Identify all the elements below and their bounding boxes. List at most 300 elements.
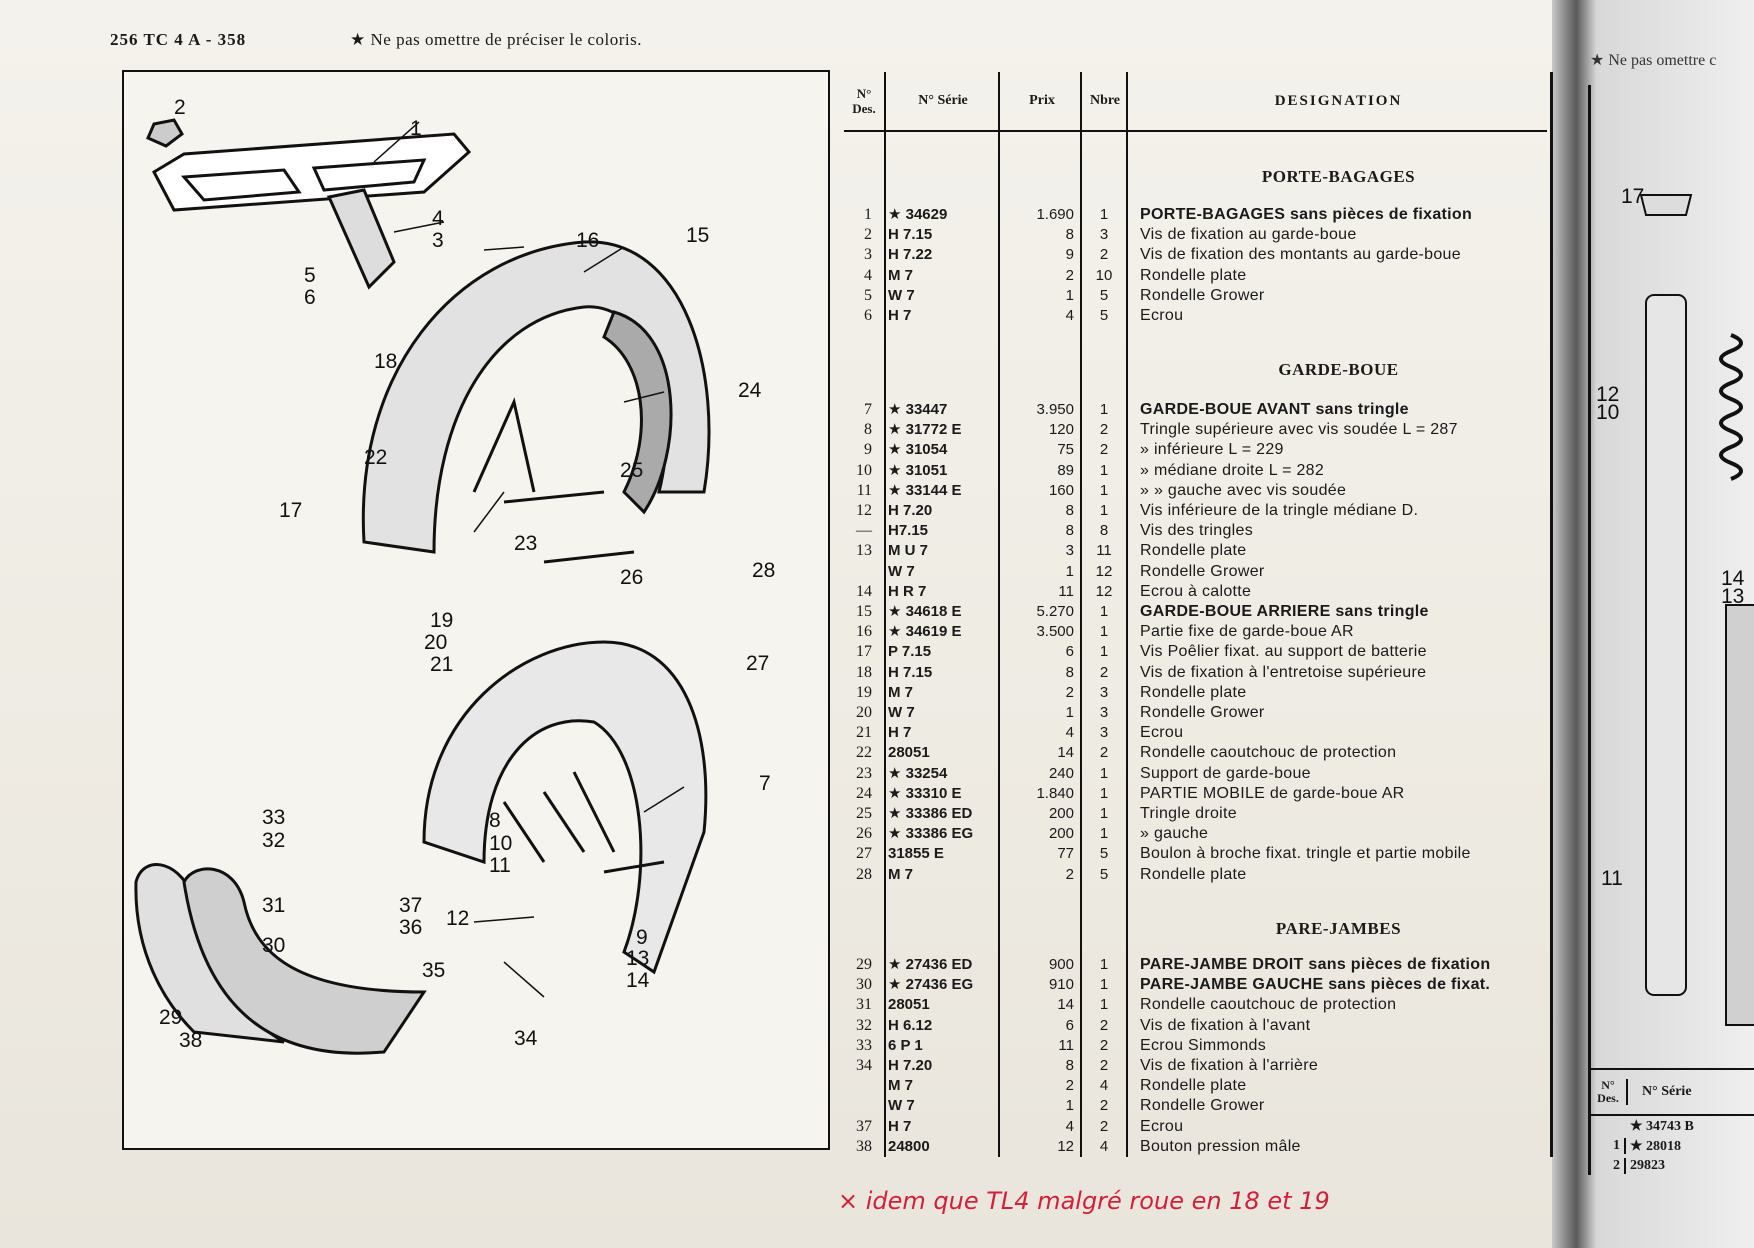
cell-nbre: 1 [1099, 481, 1109, 499]
table-row [844, 824, 1547, 844]
cell-serie: W 7 [888, 1097, 915, 1115]
cell-ndes: 14 [856, 582, 872, 600]
callout-31: 31 [262, 894, 286, 917]
table-row [844, 1117, 1547, 1137]
callout-28: 28 [752, 559, 776, 582]
cell-serie: 6 P 1 [888, 1036, 923, 1054]
adjacent-callout-10: 10 [1596, 401, 1620, 424]
cell-prix: 8 [1065, 1057, 1074, 1074]
cell-serie: M 7 [888, 865, 914, 883]
callout-23: 23 [514, 532, 538, 555]
cell-serie: H 7.20 [888, 1057, 933, 1074]
callout-37: 37 [399, 894, 423, 917]
cell-serie: H R 7 [888, 582, 927, 600]
cell-ndes: 24 [856, 784, 872, 802]
table-row [844, 1137, 1547, 1157]
cell-prix: 2 [1065, 683, 1074, 701]
rear-mudguard-drawing [363, 242, 709, 562]
callout-4: 4 [432, 207, 444, 230]
callout-7: 7 [759, 772, 771, 795]
table-row [844, 622, 1547, 642]
cell-prix: 14 [1057, 744, 1074, 762]
cell-designation: Ecrou [1140, 1117, 1184, 1135]
callout-30: 30 [262, 934, 286, 957]
cell-serie: W 7 [888, 562, 915, 580]
cell-serie: M U 7 [888, 542, 929, 560]
cell-serie: 31855 E [888, 845, 944, 863]
diagram-callouts [159, 96, 775, 1052]
adjacent-callout-14: 14 [1721, 567, 1745, 590]
cell-nbre: 1 [1099, 461, 1109, 479]
cell-designation: Vis de fixation à l'arrière [1140, 1057, 1319, 1074]
table-row [844, 205, 1547, 225]
callout-11: 11 [489, 854, 511, 877]
cell-nbre: 2 [1099, 441, 1109, 459]
cell-ndes: 27 [856, 845, 872, 863]
cell-prix: 2 [1065, 1077, 1074, 1095]
rack-bracket [329, 190, 394, 287]
front-stay-mid [544, 792, 584, 852]
callout-38: 38 [179, 1029, 203, 1052]
cell-designation: PARE-JAMBE GAUCHE sans pièces de fixat. [1140, 976, 1491, 994]
callout-35: 35 [422, 959, 446, 982]
cell-prix: 2 [1065, 865, 1074, 883]
cell-serie: ★ 33310 E [888, 784, 962, 802]
cell-ndes: 34 [856, 1057, 872, 1074]
cell-prix: 1.690 [1036, 206, 1074, 223]
cell-ndes: 9 [864, 441, 872, 459]
callout-5: 5 [304, 264, 316, 287]
cell-nbre: 3 [1099, 226, 1109, 244]
callout-8: 8 [489, 809, 501, 832]
adjacent-row [1590, 1156, 1754, 1176]
cell-nbre: 5 [1099, 865, 1109, 883]
cell-prix: 200 [1048, 825, 1074, 843]
cell-prix: 3.950 [1036, 401, 1074, 418]
cell-serie: 28051 [888, 996, 930, 1014]
cell-ndes: 30 [856, 976, 872, 994]
cell-nbre: 2 [1099, 663, 1109, 681]
cell-ndes: 32 [856, 1016, 872, 1034]
adjacent-row [1590, 1116, 1754, 1136]
table-row [844, 683, 1547, 703]
cell-designation: Rondelle Grower [1140, 1097, 1265, 1115]
cell-ndes: 10 [856, 461, 872, 479]
table-row [844, 703, 1547, 723]
cell-nbre: 3 [1099, 683, 1109, 701]
cell-ndes: 26 [856, 825, 872, 843]
table-row [844, 420, 1547, 440]
table-row [844, 764, 1547, 784]
table-row [844, 501, 1547, 521]
cell-designation: Rondelle plate [1140, 542, 1247, 560]
adjacent-table [1590, 1068, 1754, 1176]
header-serie: N° Série [918, 93, 968, 108]
cell-serie: M 7 [888, 266, 914, 284]
adjacent-cell-ndes: 2 [1590, 1158, 1626, 1174]
cell-prix: 75 [1057, 441, 1074, 459]
cell-ndes: 4 [864, 266, 872, 284]
cell-prix: 3 [1065, 542, 1074, 560]
cell-ndes: 12 [856, 502, 872, 519]
cell-prix: 11 [1058, 1036, 1074, 1054]
callout-18: 18 [374, 350, 398, 373]
cell-designation: Vis des tringles [1140, 522, 1254, 540]
cell-designation: Rondelle plate [1140, 683, 1247, 701]
table-row [844, 582, 1547, 602]
cell-ndes: 28 [856, 865, 872, 883]
table-row [844, 440, 1547, 460]
cell-ndes: — [856, 522, 872, 540]
cell-nbre: 12 [1095, 562, 1113, 580]
cell-ndes: 20 [856, 704, 872, 721]
cell-prix: 12 [1057, 1137, 1074, 1155]
adjacent-cell-serie: ★ 34743 B [1630, 1118, 1694, 1134]
cell-serie: ★ 27436 ED [888, 956, 973, 973]
callout-29: 29 [159, 1006, 183, 1029]
cell-designation: Vis inférieure de la tringle médiane D. [1140, 502, 1419, 519]
cell-ndes: 5 [864, 286, 872, 304]
cell-prix: 6 [1065, 643, 1074, 661]
cell-serie: H 7.15 [888, 226, 933, 244]
table-row [844, 955, 1547, 975]
callout-12: 12 [446, 907, 470, 930]
cell-serie: M 7 [888, 683, 914, 701]
cell-nbre: 5 [1099, 286, 1109, 304]
cell-nbre: 1 [1099, 643, 1109, 661]
cell-prix: 11 [1058, 582, 1074, 600]
adjacent-page-frame [1588, 85, 1754, 1175]
cell-ndes: 25 [856, 805, 872, 822]
cell-ndes: 29 [856, 956, 872, 973]
rear-stay-right [544, 552, 634, 562]
section-title: PARE-JAMBES [1275, 919, 1402, 938]
cell-prix: 4 [1065, 724, 1074, 742]
cell-serie: H 7 [888, 724, 912, 742]
cell-ndes: 22 [856, 744, 872, 762]
adjacent-callout-12: 12 [1596, 383, 1620, 406]
table-row [844, 1096, 1547, 1116]
cell-prix: 900 [1048, 956, 1074, 973]
cell-serie: H 7.22 [888, 246, 933, 264]
adjacent-cell-ndes: 1 [1590, 1138, 1626, 1154]
cell-nbre: 1 [1099, 996, 1109, 1014]
table-row [844, 844, 1547, 864]
cell-nbre: 1 [1099, 764, 1109, 782]
cell-serie: H 7.15 [888, 663, 933, 681]
table-row [844, 400, 1547, 420]
cell-ndes: 3 [864, 246, 872, 264]
callout-22: 22 [364, 446, 388, 469]
callout-17: 17 [279, 499, 303, 522]
cell-prix: 3.500 [1036, 623, 1074, 641]
cell-designation: PARTIE MOBILE de garde-boue AR [1140, 784, 1405, 802]
cell-designation: GARDE-BOUE AVANT sans tringle [1140, 401, 1409, 418]
cell-serie: M 7 [888, 1077, 914, 1095]
cell-serie: H 7.20 [888, 502, 933, 519]
cell-ndes: 6 [864, 307, 872, 324]
header-designation: DESIGNATION [1274, 92, 1403, 109]
cell-designation: Boulon à broche fixat. tringle et partie mobile [1140, 845, 1471, 863]
header-prix: Prix [1029, 93, 1055, 108]
cell-nbre: 2 [1099, 1016, 1109, 1034]
front-stay-right [574, 772, 614, 852]
cell-nbre: 1 [1099, 976, 1109, 994]
adjacent-header-serie: N° Série [1642, 1084, 1692, 1099]
cell-nbre: 1 [1099, 502, 1109, 519]
cell-ndes: 37 [856, 1117, 872, 1135]
cell-designation: Tringle supérieure avec vis soudée L = 287 [1140, 421, 1458, 439]
adjacent-page-note: ★ Ne pas omettre c [1590, 52, 1717, 69]
header-ndes: N° Des. [852, 86, 876, 116]
cell-designation: Ecrou à calotte [1140, 582, 1252, 600]
adjacent-fork-drawing [1591, 85, 1754, 1065]
callout-25: 25 [620, 459, 644, 482]
cell-ndes: 31 [856, 996, 872, 1014]
cell-nbre: 1 [1099, 805, 1109, 822]
callout-33: 33 [262, 806, 286, 829]
table-row [844, 642, 1547, 662]
table-row [844, 461, 1547, 481]
cell-nbre: 10 [1095, 266, 1113, 284]
table-row [844, 1016, 1547, 1036]
cell-ndes: 17 [856, 643, 872, 661]
table-row [844, 286, 1547, 306]
adjacent-cell-serie: 29823 [1630, 1158, 1665, 1173]
cell-designation: » inférieure L = 229 [1140, 441, 1284, 459]
exploded-view-diagram [122, 70, 830, 1150]
adjacent-row [1590, 1136, 1754, 1156]
cell-nbre: 5 [1099, 845, 1109, 863]
cell-designation: Rondelle Grower [1140, 704, 1265, 721]
table-row [844, 995, 1547, 1015]
adjacent-header-ndes: N° Des. [1590, 1079, 1628, 1105]
cell-designation: Rondelle caoutchouc de protection [1140, 744, 1397, 762]
cell-prix: 4 [1065, 307, 1074, 324]
cell-serie: ★ 31054 [888, 441, 948, 459]
table-row [844, 602, 1547, 622]
cell-designation: Vis de fixation à l'entretoise supérieure [1140, 663, 1427, 681]
table-row [844, 481, 1547, 501]
cell-ndes: 11 [856, 481, 872, 499]
cell-serie: W 7 [888, 704, 915, 721]
table-row [844, 562, 1547, 582]
callout-36: 36 [399, 916, 423, 939]
cell-serie: ★ 34618 E [888, 603, 962, 620]
cell-nbre: 5 [1099, 307, 1109, 324]
cell-ndes: 33 [856, 1036, 872, 1054]
callout-24: 24 [738, 379, 762, 402]
cell-nbre: 2 [1099, 1036, 1109, 1054]
cell-nbre: 2 [1099, 246, 1109, 264]
cell-prix: 8 [1065, 663, 1074, 681]
cell-designation: » gauche [1140, 825, 1209, 843]
cell-nbre: 3 [1099, 704, 1109, 721]
cell-ndes: 15 [856, 603, 872, 620]
cell-nbre: 2 [1099, 1117, 1109, 1135]
cell-nbre: 1 [1099, 206, 1109, 223]
cell-ndes: 2 [864, 226, 872, 244]
cell-nbre: 2 [1099, 744, 1109, 762]
cell-prix: 1.840 [1036, 784, 1074, 802]
table-row [844, 975, 1547, 995]
cell-nbre: 8 [1099, 522, 1109, 540]
cell-serie: H 6.12 [888, 1016, 933, 1034]
cell-serie: ★ 33254 [888, 764, 948, 782]
cell-serie: ★ 27436 EG [888, 976, 974, 994]
cell-designation: » » gauche avec vis soudée [1140, 481, 1347, 499]
section-title: GARDE-BOUE [1278, 360, 1399, 379]
callout-9: 9 [636, 926, 648, 949]
cell-ndes: 38 [856, 1137, 872, 1155]
fork-spring [1721, 335, 1741, 479]
callout-2: 2 [174, 96, 186, 119]
cell-prix: 14 [1057, 996, 1074, 1014]
mudguard-support [474, 402, 534, 492]
cell-designation: Partie fixe de garde-boue AR [1140, 623, 1354, 641]
table-row [844, 245, 1547, 265]
cell-designation: Ecrou [1140, 307, 1184, 324]
cell-prix: 160 [1048, 481, 1074, 499]
cell-serie: P 7.15 [888, 643, 932, 661]
cell-ndes: 7 [864, 401, 872, 418]
cell-prix: 89 [1057, 461, 1074, 479]
cell-prix: 9 [1065, 246, 1074, 264]
parts-table [844, 72, 1553, 1157]
cell-prix: 2 [1065, 266, 1074, 284]
cell-nbre: 12 [1095, 582, 1113, 600]
adjacent-table-header [1590, 1068, 1754, 1116]
cell-prix: 1 [1065, 1097, 1074, 1115]
cell-serie: 24800 [888, 1137, 930, 1155]
table-row [844, 743, 1547, 763]
callout-19: 19 [430, 609, 454, 632]
cell-nbre: 1 [1099, 401, 1109, 418]
cell-designation: Vis de fixation à l'avant [1140, 1016, 1311, 1034]
cell-prix: 4 [1065, 1117, 1074, 1135]
callout-1: 1 [410, 117, 422, 140]
cell-prix: 1 [1065, 562, 1074, 580]
cell-ndes: 1 [864, 206, 872, 223]
cell-designation: Vis Poêlier fixat. au support de batterie [1140, 643, 1427, 661]
callout-26: 26 [620, 566, 644, 589]
cell-designation: Vis de fixation des montants au garde-boue [1140, 246, 1461, 264]
page-reference: 256 TC 4 A - 358 [110, 30, 247, 49]
callout-34: 34 [514, 1027, 538, 1050]
rear-stay-left [504, 492, 604, 502]
cell-ndes: 19 [856, 683, 872, 701]
cell-serie: ★ 33386 ED [888, 805, 973, 822]
fork-cap [1641, 195, 1691, 215]
cell-serie: H 7 [888, 307, 912, 324]
callout-14: 14 [626, 969, 650, 992]
cell-designation: Rondelle plate [1140, 1077, 1247, 1095]
table-row [844, 521, 1547, 541]
header-nbre: Nbre [1089, 93, 1121, 108]
cell-designation: Ecrou Simmonds [1140, 1036, 1267, 1054]
table-row [844, 225, 1547, 245]
cell-nbre: 11 [1096, 542, 1112, 560]
callout-32: 32 [262, 829, 286, 852]
cell-designation: Rondelle plate [1140, 865, 1247, 883]
table-row [844, 723, 1547, 743]
cell-prix: 120 [1048, 421, 1074, 439]
cell-ndes: 18 [856, 663, 872, 681]
table-row [844, 541, 1547, 561]
cell-designation: PORTE-BAGAGES sans pièces de fixation [1140, 206, 1473, 223]
table-row [844, 1036, 1547, 1056]
cell-serie: ★ 33144 E [888, 481, 962, 499]
cell-ndes: 13 [856, 542, 872, 560]
cell-prix: 240 [1048, 764, 1074, 782]
callout-20: 20 [424, 631, 448, 654]
section-title: PORTE-BAGAGES [1261, 167, 1416, 186]
adjacent-callout-17: 17 [1621, 185, 1645, 208]
cell-prix: 77 [1057, 845, 1074, 863]
cell-designation: Tringle droite [1140, 805, 1237, 822]
callout-27: 27 [746, 652, 770, 675]
cell-ndes: 16 [856, 623, 872, 641]
cell-serie: ★ 31772 E [888, 421, 962, 439]
cell-nbre: 4 [1099, 1137, 1109, 1155]
cell-designation: Vis de fixation au garde-boue [1140, 226, 1357, 244]
cell-nbre: 4 [1099, 1077, 1109, 1095]
cell-serie: H 7 [888, 1117, 912, 1135]
cell-serie: ★ 33386 EG [888, 825, 974, 843]
cell-ndes: 8 [864, 421, 872, 439]
cell-prix: 1 [1065, 286, 1074, 304]
cell-nbre: 2 [1099, 1097, 1109, 1115]
cell-serie: ★ 33447 [888, 401, 948, 418]
cell-prix: 8 [1065, 502, 1074, 519]
cell-prix: 200 [1048, 805, 1074, 822]
cell-prix: 6 [1065, 1016, 1074, 1034]
cell-nbre: 1 [1099, 825, 1109, 843]
table-row [844, 266, 1547, 286]
luggage-rack-drawing [148, 120, 469, 287]
table-row [844, 804, 1547, 824]
parts-drawing [124, 72, 828, 1148]
cell-designation: Bouton pression mâle [1140, 1137, 1301, 1155]
cell-designation: Rondelle Grower [1140, 562, 1265, 580]
callout-13: 13 [626, 947, 650, 970]
cell-designation: Rondelle Grower [1140, 286, 1265, 304]
callout-21: 21 [430, 653, 454, 676]
cell-designation: PARE-JAMBE DROIT sans pièces de fixation [1140, 956, 1491, 973]
adjacent-callout-11: 11 [1601, 867, 1623, 890]
adjacent-cell-serie: ★ 28018 [1630, 1138, 1682, 1154]
callout-3: 3 [432, 229, 444, 252]
cell-serie: W 7 [888, 286, 915, 304]
handwritten-note: × idem que TL4 malgré roue en 18 et 19 [838, 1187, 1330, 1215]
cell-serie: H7.15 [888, 522, 929, 540]
table-row [844, 663, 1547, 683]
cell-nbre: 3 [1099, 724, 1109, 742]
cell-prix: 910 [1048, 976, 1074, 994]
cell-serie: 28051 [888, 744, 930, 762]
cell-serie: ★ 31051 [888, 461, 948, 479]
cell-nbre: 2 [1099, 421, 1109, 439]
cell-designation: Rondelle caoutchouc de protection [1140, 996, 1397, 1014]
table-row [844, 865, 1547, 885]
cell-nbre: 1 [1099, 784, 1109, 802]
cell-prix: 5.270 [1036, 603, 1074, 620]
cell-ndes: 21 [856, 724, 872, 742]
adjacent-callout-13: 13 [1721, 585, 1745, 608]
table-row [844, 784, 1547, 804]
fork-tube [1646, 295, 1686, 995]
cell-prix: 1 [1065, 704, 1074, 721]
